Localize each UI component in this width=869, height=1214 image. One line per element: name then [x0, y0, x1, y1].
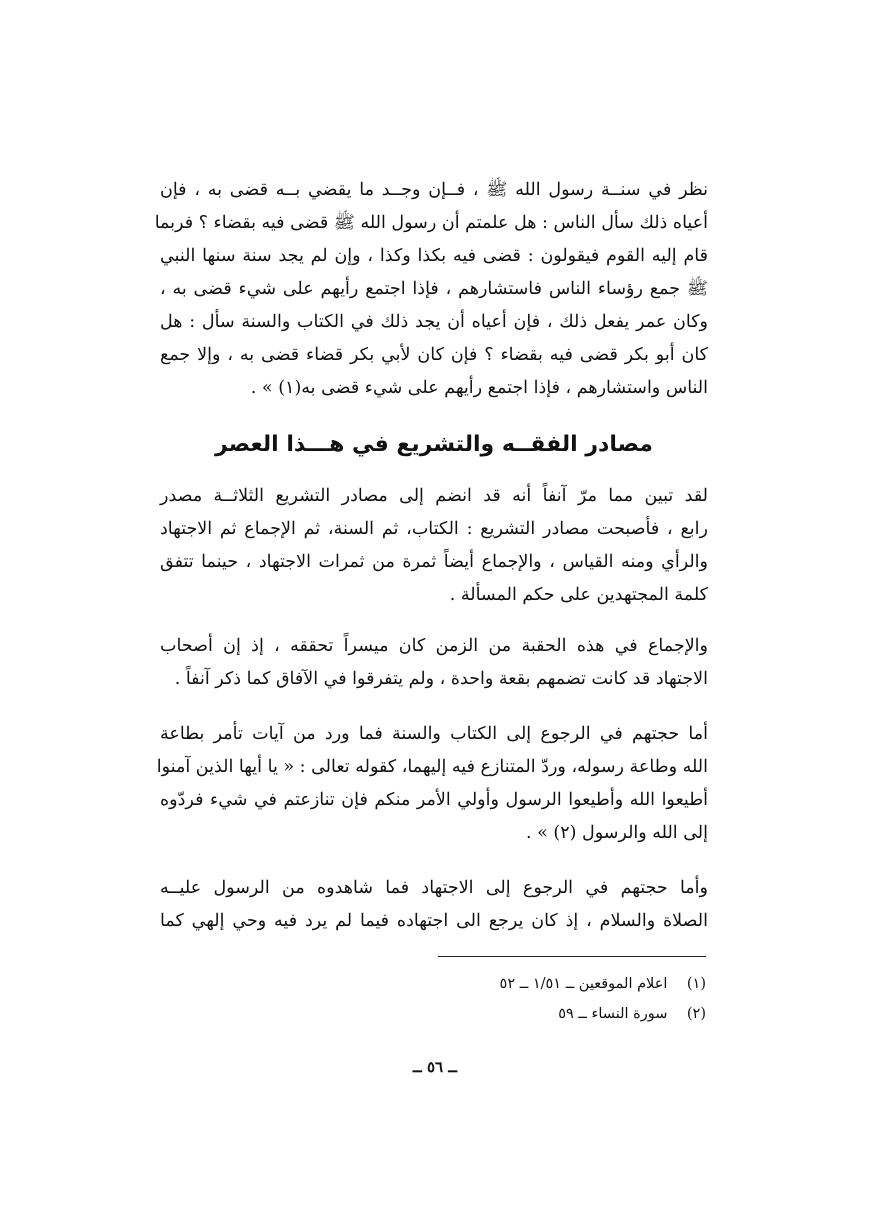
footnote-divider — [438, 956, 706, 957]
text-line: كان أبو بكر قضى فيه بقضاء ؟ فإن كان لأبي بكر قضاء قضى به ، وإلا جمع — [160, 345, 708, 365]
footnote — [438, 1002, 706, 1026]
footnote-text: اعلام الموقعين ــ ١/٥١ ــ ٥٢ — [499, 976, 668, 992]
text-line: أعياه ذلك سأل الناس : هل علمتم أن رسول الله ﷺ قضى فيه بقضاء ؟ فربما — [154, 213, 708, 233]
text-line: الصلاة والسلام ، إذ كان يرجع الى اجتهاده فيما لم يرد فيه وحي إلهي كما — [160, 911, 708, 931]
section-heading: مصادر الفقــه والتشريع في هـــذا العصر — [215, 432, 653, 457]
text-line: إلى الله والرسول (٢) » . — [525, 823, 708, 843]
text-line: والإجماع في هذه الحقبة من الزمن كان ميسراً تحققه ، إذ إن أصحاب — [160, 636, 708, 656]
text-line: الله وطاعة رسوله، وردّ المتنازع فيه إليهما، كقوله تعالى : « يا أيها الذين آمنوا — [156, 757, 708, 777]
paragraph-continuation — [154, 174, 708, 405]
text-line: نظر في سنــة رسول الله ﷺ ، فــإن وجــد ما يقضي بــه قضى به ، فإن — [160, 180, 708, 200]
text-line: الاجتهاد قد كانت تضمهم بقعة واحدة ، ولم يتفرقوا في الآفاق كما ذكر آنفاً . — [174, 669, 708, 689]
page-number: ــ ٥٦ ــ — [412, 1058, 458, 1076]
text-line: كلمة المجتهدين على حكم المسألة . — [449, 585, 708, 605]
footnote-number: (١) — [686, 976, 706, 992]
text-line: أما حجتهم في الرجوع إلى الكتاب والسنة فما ورد من آيات تأمر بطاعة — [160, 724, 708, 744]
text-line: قام إليه القوم فيقولون : قضى فيه بكذا وكذا ، وإن لم يجد سنة سنها النبي — [160, 246, 708, 266]
paragraph-consensus — [160, 630, 708, 696]
text-line: والرأي ومنه القياس ، والإجماع أيضاً ثمرة من ثمرات الاجتهاد ، حينما تتفق — [160, 552, 708, 572]
text-line: رابع ، فأصبحت مصادر التشريع : الكتاب، ثم السنة، ثم الإجماع ثم الاجتهاد — [160, 519, 708, 539]
text-line: وأما حجتهم في الرجوع إلى الاجتهاد فما شاهدوه من الرسول عليــه — [160, 878, 708, 898]
footnote-number: (٢) — [686, 1006, 706, 1022]
text-line: وكان عمر يفعل ذلك ، فإن أعياه أن يجد ذلك في الكتاب والسنة سأل : هل — [160, 312, 708, 332]
text-line: أطيعوا الله وأطيعوا الرسول وأولي الأمر منكم فإن تنازعتم في شيء فردّوه — [160, 790, 708, 810]
paragraph-ijtihad — [160, 872, 708, 938]
paragraph-book-sunnah — [156, 718, 708, 850]
paragraph-sources — [160, 480, 708, 612]
footnote — [438, 972, 706, 996]
text-line: ﷺ جمع رؤساء الناس فاستشارهم ، فإذا اجتمع رأيهم على شيء قضى به ، — [160, 279, 708, 299]
text-line: الناس واستشارهم ، فإذا اجتمع رأيهم على شيء قضى به(١) » . — [250, 378, 708, 398]
text-line: لقد تبين مما مرّ آنفاً أنه قد انضم إلى مصادر التشريع الثلاثــة مصدر — [160, 486, 708, 506]
footnote-text: سورة النساء ــ ٥٩ — [558, 1006, 668, 1022]
